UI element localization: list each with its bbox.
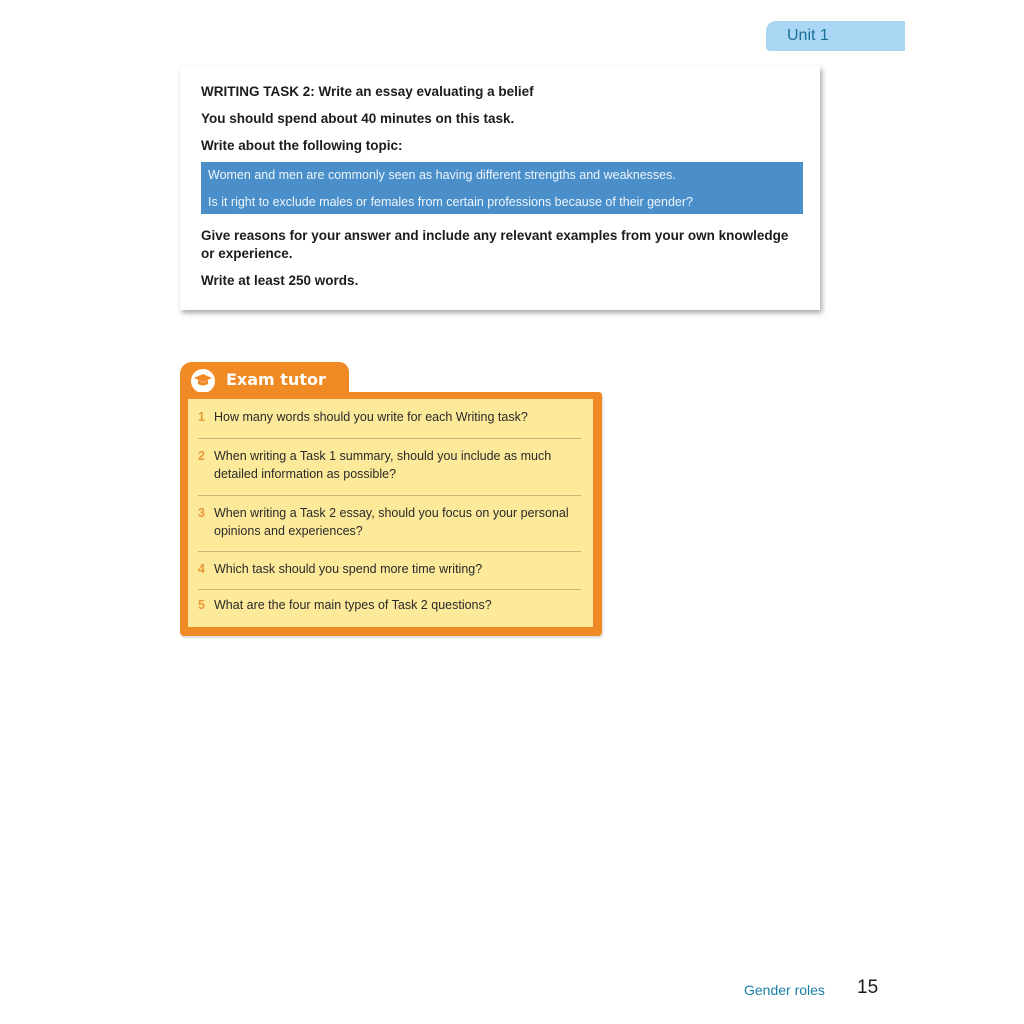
question-item xyxy=(198,552,581,590)
question-text: What are the four main types of Task 2 questions? xyxy=(214,598,492,612)
question-item xyxy=(198,439,581,496)
exam-tutor-box xyxy=(180,392,602,636)
task-title: WRITING TASK 2: Write an essay evaluating a belief xyxy=(201,84,534,99)
unit-label: Unit 1 xyxy=(787,27,829,44)
section-label: Gender roles xyxy=(744,982,825,998)
question-item xyxy=(198,590,581,627)
question-number: 4 xyxy=(198,562,205,576)
question-number: 3 xyxy=(198,506,205,520)
topic-statement: Women and men are commonly seen as having different strengths and weaknesses. xyxy=(208,168,676,182)
topic-box xyxy=(201,162,803,214)
graduation-cap-icon xyxy=(191,369,215,393)
question-number: 5 xyxy=(198,598,205,612)
question-text: Which task should you spend more time writing? xyxy=(214,562,483,576)
exam-tutor-questions xyxy=(188,399,593,627)
question-number: 2 xyxy=(198,449,205,463)
word-count-instruction: Write at least 250 words. xyxy=(201,273,359,288)
reasons-instruction: Give reasons for your answer and include any relevant examples from your own knowledge or experience. xyxy=(201,228,789,261)
question-number: 1 xyxy=(198,410,205,424)
question-item xyxy=(198,399,581,439)
question-text: When writing a Task 1 summary, should you include as much detailed information as possible? xyxy=(214,449,552,481)
time-instruction: You should spend about 40 minutes on this task. xyxy=(201,111,515,126)
question-item xyxy=(198,496,581,552)
exam-tutor-title: Exam tutor xyxy=(226,370,326,389)
topic-intro: Write about the following topic: xyxy=(201,138,403,153)
topic-question: Is it right to exclude males or females from certain professions because of their gender? xyxy=(208,195,693,209)
question-text: How many words should you write for each Writing task? xyxy=(214,410,528,424)
page-number: 15 xyxy=(857,977,879,998)
unit-tab xyxy=(766,21,905,51)
writing-task-card xyxy=(180,66,820,310)
question-text: When writing a Task 2 essay, should you focus on your personal opinions and experiences? xyxy=(214,506,569,538)
